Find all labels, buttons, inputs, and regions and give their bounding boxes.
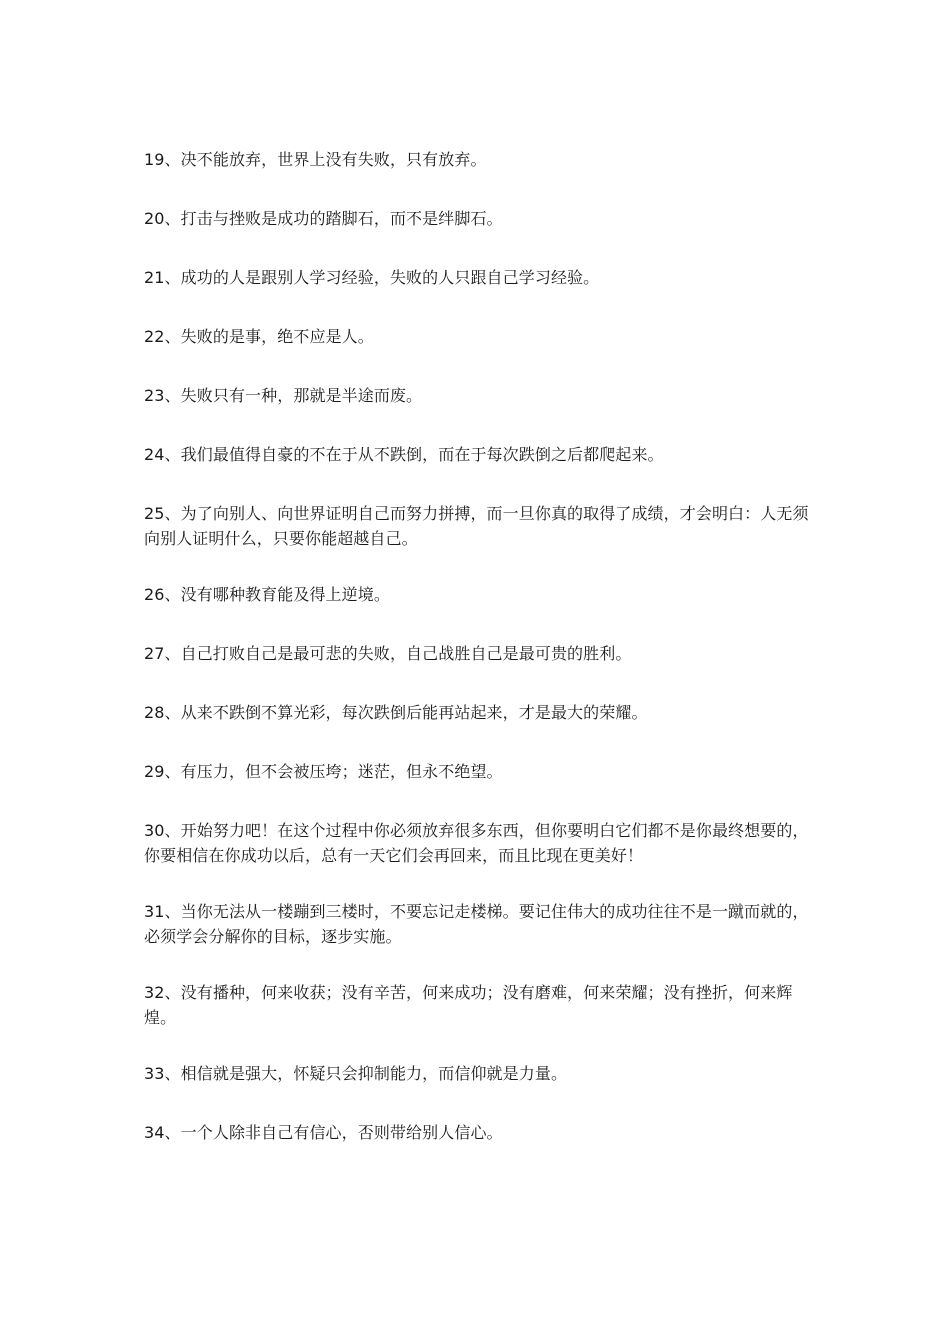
quote-21: 21、成功的人是跟别人学习经验，失败的人只跟自己学习经验。 xyxy=(144,268,600,287)
quote-28: 28、从来不跌倒不算光彩，每次跌倒后能再站起来，才是最大的荣耀。 xyxy=(144,703,648,722)
quote-25: 25、为了向别人、向世界证明自己而努力拼搏，而一旦你真的取得了成绩，才会明白：人无须向别人证明什么，只要你能超越自己。 xyxy=(144,504,809,548)
quote-33: 33、相信就是强大，怀疑只会抑制能力，而信仰就是力量。 xyxy=(144,1064,568,1083)
quote-23: 23、失败只有一种，那就是半途而废。 xyxy=(144,386,423,405)
quote-34: 34、一个人除非自己有信心，否则带给别人信心。 xyxy=(144,1123,503,1142)
quote-24: 24、我们最值得自豪的不在于从不跌倒，而在于每次跌倒之后都爬起来。 xyxy=(144,445,664,464)
quote-27: 27、自己打败自己是最可悲的失败，自己战胜自己是最可贵的胜利。 xyxy=(144,644,632,663)
quote-31: 31、当你无法从一楼蹦到三楼时，不要忘记走楼梯。要记住伟大的成功往往不是一蹴而就的，必须学会分解你的目标，逐步实施。 xyxy=(144,902,809,946)
quote-list xyxy=(144,147,810,1179)
quote-20: 20、打击与挫败是成功的踏脚石，而不是绊脚石。 xyxy=(144,209,503,228)
quote-29: 29、有压力，但不会被压垮；迷茫，但永不绝望。 xyxy=(144,762,503,781)
quote-22: 22、失败的是事，绝不应是人。 xyxy=(144,327,374,346)
quote-32: 32、没有播种，何来收获；没有辛苦，何来成功；没有磨难，何来荣耀；没有挫折，何来辉煌。 xyxy=(144,983,793,1027)
quote-30: 30、开始努力吧！在这个过程中你必须放弃很多东西，但你要明白它们都不是你最终想要的，你要相信在你成功以后，总有一天它们会再回来，而且比现在更美好！ xyxy=(144,821,809,865)
quote-19: 19、决不能放弃，世界上没有失败，只有放弃。 xyxy=(144,150,487,169)
quote-26: 26、没有哪种教育能及得上逆境。 xyxy=(144,585,390,604)
